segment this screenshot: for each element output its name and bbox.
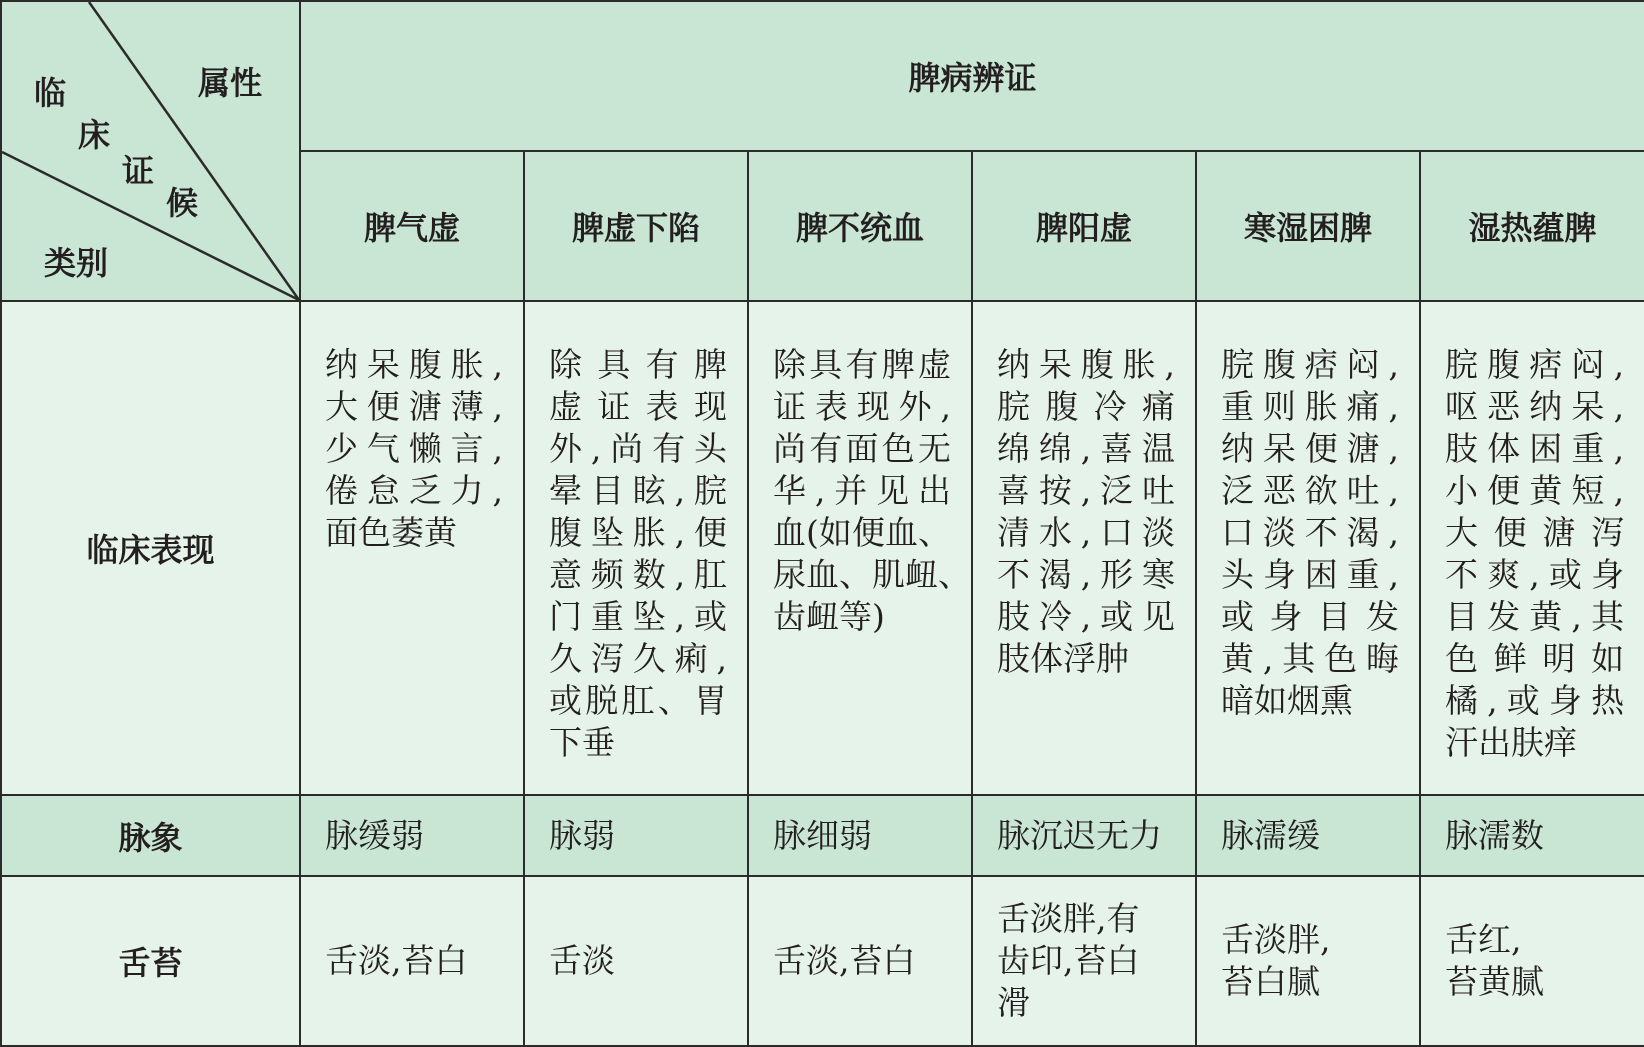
cell-line: 舌淡,苔白 xyxy=(325,941,468,980)
cell-line: 汗出肤痒 xyxy=(1445,723,1577,762)
cell-line: 腹坠胀,便 xyxy=(549,513,727,552)
cell-line: 头身困重, xyxy=(1221,555,1399,594)
cell-line: 脉濡缓 xyxy=(1221,815,1320,855)
cell-line: 纳呆便溏, xyxy=(1221,429,1399,468)
row-label: 脉象 xyxy=(1,795,300,876)
corner-header-cell xyxy=(1,1,300,301)
cell-line: 晕目眩,脘 xyxy=(549,471,727,510)
cell-line: 重则胀痛, xyxy=(1221,387,1399,426)
group-header: 脾病辨证 xyxy=(300,1,1644,151)
clinical-char: 临 xyxy=(34,74,67,112)
cell-line: 华,并见出 xyxy=(773,471,951,510)
cell-line: 脉沉迟无力 xyxy=(997,815,1162,855)
cell-line: 呕恶纳呆, xyxy=(1445,387,1625,426)
cell-line: 尿血、肌衄、 xyxy=(773,555,971,594)
cell-line: 脉弱 xyxy=(549,815,615,855)
cell-line: 不爽,或身 xyxy=(1445,555,1625,594)
cell-line: 脉缓弱 xyxy=(325,815,424,855)
bed-char: 床 xyxy=(78,116,111,154)
table-cell xyxy=(972,876,1196,1046)
cell-line: 苔黄腻 xyxy=(1445,962,1544,1001)
cell-line: 纳呆腹胀, xyxy=(325,345,503,384)
table-cell xyxy=(972,795,1196,876)
cell-line: 齿印,苔白 xyxy=(997,941,1140,980)
cell-line: 舌红, xyxy=(1445,920,1522,959)
cell-line: 脉细弱 xyxy=(773,815,872,855)
cell-line: 肢体浮肿 xyxy=(997,639,1129,678)
table-cell xyxy=(524,301,748,795)
cell-line: 脉濡数 xyxy=(1445,815,1544,855)
cell-line: 面色萎黄 xyxy=(325,513,457,552)
cell-line: 橘,或身热 xyxy=(1445,681,1625,720)
cell-line: 泛恶欲吐, xyxy=(1221,471,1399,510)
cell-line: 色鲜明如 xyxy=(1445,639,1625,678)
cell-line: 目发黄,其 xyxy=(1445,597,1625,636)
cell-line: 纳呆腹胀, xyxy=(997,345,1175,384)
cell-line: 倦怠乏力, xyxy=(325,471,503,510)
cell-line: 除具有脾虚 xyxy=(773,345,951,384)
table-cell xyxy=(1196,795,1420,876)
cell-line: 清水,口淡 xyxy=(997,513,1175,552)
cell-line: 尚有面色无 xyxy=(773,429,951,468)
cell-line: 或身目发 xyxy=(1221,597,1399,636)
column-header: 脾虚下陷 xyxy=(524,151,748,301)
cell-line: 肢体困重, xyxy=(1445,429,1625,468)
cell-line: 久泻久痢, xyxy=(549,639,727,678)
cell-line: 大便溏泻 xyxy=(1445,513,1625,552)
table-cell xyxy=(748,795,972,876)
cell-line: 小便黄短, xyxy=(1445,471,1625,510)
table-cell xyxy=(1420,795,1644,876)
cell-line: 黄,其色晦 xyxy=(1221,639,1399,678)
pulse-row xyxy=(1,795,1644,876)
table-cell xyxy=(1196,876,1420,1046)
table-cell xyxy=(1196,301,1420,795)
column-header: 脾不统血 xyxy=(748,151,972,301)
cell-line: 口淡不渴, xyxy=(1221,513,1399,552)
column-header: 脾气虚 xyxy=(300,151,524,301)
table-cell xyxy=(748,301,972,795)
cell-line: 舌淡胖, xyxy=(1221,920,1331,959)
table-cell xyxy=(300,876,524,1046)
cell-line: 外,尚有头 xyxy=(549,429,727,468)
cell-line: 绵绵,喜温 xyxy=(997,429,1175,468)
column-header: 湿热蕴脾 xyxy=(1420,151,1644,301)
cell-line: 舌淡 xyxy=(549,941,615,980)
cell-line: 肢冷,或见 xyxy=(997,597,1175,636)
table-cell xyxy=(1420,876,1644,1046)
cell-line: 门重坠,或 xyxy=(549,597,727,636)
cell-line: 舌淡,苔白 xyxy=(773,941,916,980)
column-header: 脾阳虚 xyxy=(972,151,1196,301)
cell-line: 除具有脾 xyxy=(549,345,727,384)
cell-line: 意频数,肛 xyxy=(549,555,727,594)
cell-line: 血(如便血、 xyxy=(773,513,951,552)
syndrome-char: 证 xyxy=(122,152,155,190)
cell-line: 脘腹痞闷, xyxy=(1221,345,1399,384)
column-header: 寒湿困脾 xyxy=(1196,151,1420,301)
cell-line: 苔白腻 xyxy=(1221,962,1320,1001)
row-label: 舌苔 xyxy=(1,876,300,1046)
cell-line: 脘腹冷痛 xyxy=(997,387,1175,426)
table-cell xyxy=(300,795,524,876)
cell-line: 下垂 xyxy=(549,723,615,762)
cell-line: 不渴,形寒 xyxy=(997,555,1175,594)
sign-char: 候 xyxy=(166,184,199,222)
cell-line: 脘腹痞闷, xyxy=(1445,345,1625,384)
attribute-label: 属性 xyxy=(198,64,263,102)
cell-line: 滑 xyxy=(997,983,1030,1022)
table-cell xyxy=(1420,301,1644,795)
cell-line: 证表现外, xyxy=(773,387,951,426)
table-cell xyxy=(972,301,1196,795)
cell-line: 少气懒言, xyxy=(325,429,503,468)
clinical-row xyxy=(1,301,1644,795)
category-label: 类别 xyxy=(44,244,109,282)
table-cell xyxy=(748,876,972,1046)
row-label: 临床表现 xyxy=(1,301,300,795)
cell-line: 喜按,泛吐 xyxy=(997,471,1175,510)
cell-line: 或脱肛、胃 xyxy=(549,681,727,720)
table-cell xyxy=(524,795,748,876)
cell-line: 暗如烟熏 xyxy=(1221,681,1353,720)
cell-line: 齿衄等) xyxy=(773,597,885,636)
cell-line: 舌淡胖,有 xyxy=(997,899,1140,938)
table-cell xyxy=(524,876,748,1046)
table-cell xyxy=(300,301,524,795)
cell-line: 虚证表现 xyxy=(549,387,727,426)
cell-line: 大便溏薄, xyxy=(325,387,503,426)
tongue-row xyxy=(1,876,1644,1046)
